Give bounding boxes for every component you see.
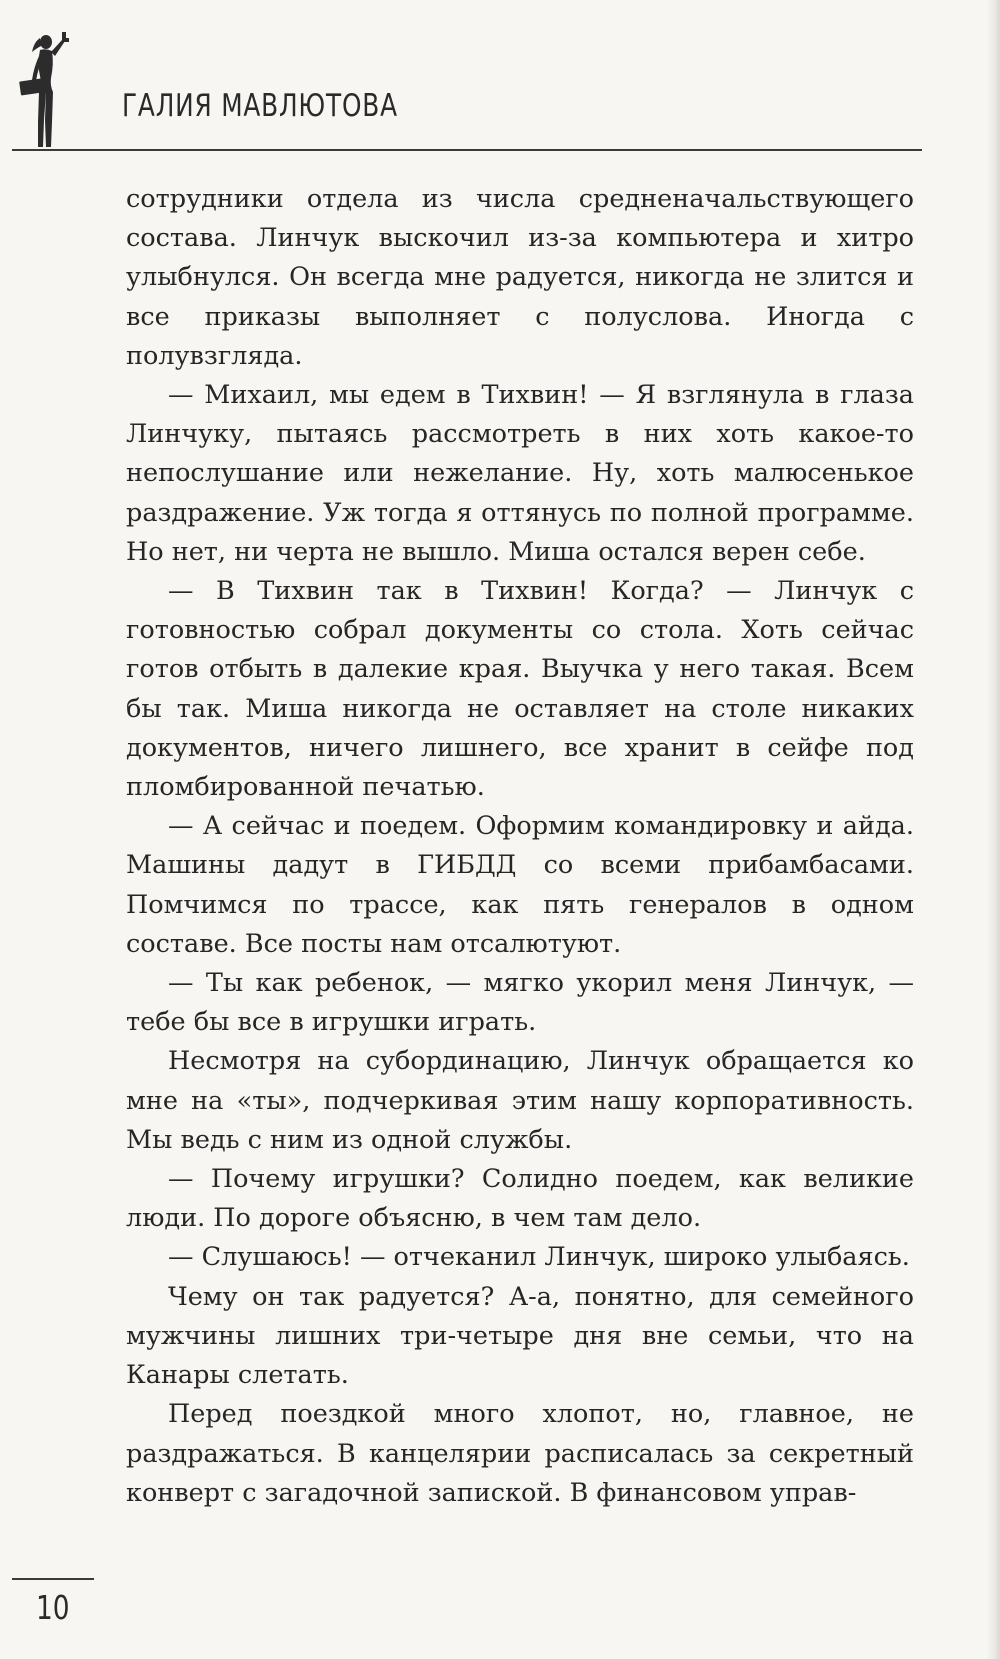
running-header: [0, 0, 1000, 160]
paragraph: — Ты как ребенок, — мягко укорил меня Линчук, — тебе бы все в игрушки играть.: [126, 968, 914, 1038]
paragraph: — Почему игрушки? Солидно поедем, как великие люди. По дороге объясню, в чем там дело.: [126, 1164, 914, 1234]
body-text: [126, 180, 914, 1513]
author-name: ГАЛИЯ МАВЛЮТОВА: [122, 88, 398, 124]
header-divider: [12, 149, 922, 151]
page-number: 10: [36, 1588, 70, 1627]
paragraph: Несмотря на субординацию, Линчук обращается ко мне на «ты», подчеркивая этим нашу корпоративность. Мы ведь с ним из одной службы.: [126, 1046, 914, 1155]
spine-shadow: [986, 0, 1000, 1659]
paragraph: — Михаил, мы едем в Тихвин! — Я взглянула в глаза Линчуку, пытаясь рассмотреть в них хоть какое-то непослушание или нежелание. Ну, хоть малюсенькое раздражение. Уж тогда я оттянусь по полной программе. Но нет, ни черта не вышло. Миша остался верен себе.: [126, 380, 914, 567]
paragraph: — А сейчас и поедем. Оформим командировку и айда. Машины дадут в ГИБДД со всеми прибамбасами. Помчимся по трассе, как пять генералов в одном составе. Все посты нам отсалютуют.: [126, 811, 914, 959]
footer-divider: [12, 1578, 94, 1580]
paragraph: — Слушаюсь! — отчеканил Линчук, широко улыбаясь.: [168, 1242, 910, 1273]
woman-with-pistol-silhouette-icon: [10, 30, 90, 150]
paragraph: — В Тихвин так в Тихвин! Когда? — Линчук с готовностью собрал документы со стола. Хоть сейчас готов отбыть в далекие края. Выучка у него такая. Всем бы так. Миша никогда не оставляет на столе никаких документов, ничего лишнего, все хранит в сейфе под пломбированной печатью.: [126, 576, 914, 803]
paragraph: Перед поездкой много хлопот, но, главное, не раздражаться. В канцелярии расписалась за секретный конверт с загадочной запиской. В финансовом управ-: [126, 1399, 914, 1508]
paragraph: Чему он так радуется? А-а, понятно, для семейного мужчины лишних три-четыре дня вне семьи, что на Канары слетать.: [126, 1281, 914, 1391]
paragraph: сотрудники отдела из числа средненачальствующего состава. Линчук выскочил из-за компьютера и хитро улыбнулся. Он всегда мне радуется, никогда не злится и все приказы выполняет с полуслова. Иногда с полувзгляда.: [126, 184, 914, 371]
